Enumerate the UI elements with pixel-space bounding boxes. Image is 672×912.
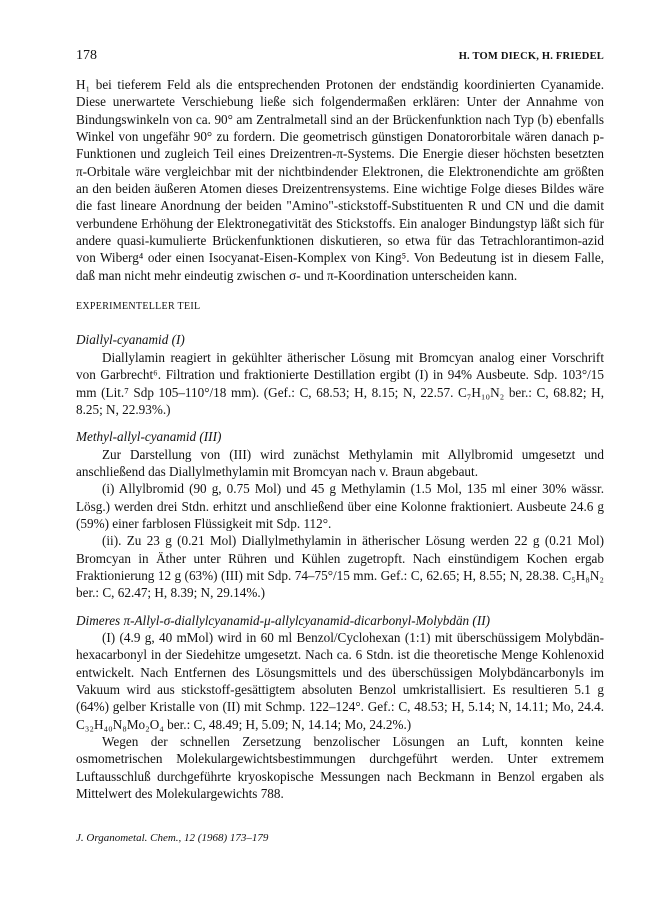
section-title: EXPERIMENTELLER TEIL xyxy=(76,301,201,313)
procedure-paragraph: Diallylamin reagiert in gekühlter ätherischer Lösung mit Bromcyan analog einer Vorschrift von Garbrecht⁶. Filtration und fraktionierte Destillation ergibt (I) in 94% Ausbeute. Sdp. 103°/15 mm (Lit.⁷ Sdp 105–110°/18 mm). (Gef.: C, 68.53; H, 8.15; N, 22.57. C₇H₁₀N₂ ber.: C, 68.82; H, 8.25; N, 22.93%.) xyxy=(76,349,604,417)
running-head: H. TOM DIECK, H. FRIEDEL xyxy=(458,51,604,62)
page-number: 178 xyxy=(76,48,97,63)
procedure-paragraph: Wegen der schnellen Zersetzung benzolischer Lösungen an Luft, konnten keine osmometrischen Molekulargewichtsbestimmungen durchgeführt werden. Unter extremem Luftausschluß durchgeführte kryoskopische Messungen nach Beckmann in Benzol ergaben als Mittelwert des Molekulargewichts 788. xyxy=(76,734,604,802)
procedure-paragraph: (i) Allylbromid (90 g, 0.75 Mol) und 45 g Methylamin (1.5 Mol, 135 ml einer 30% wässr. Lösg.) werden drei Stdn. erhitzt und anschließend über eine Kolonne fraktioniert. Ausbeute 24.6 g (59%) einer farblosen Flüssigkeit mit Sdp. 112°. xyxy=(76,481,604,531)
procedure-paragraph: Zur Darstellung von (III) wird zunächst Methylamin mit Allylbromid umgesetzt und anschließend das Diallylmethylamin mit Bromcyan nach v. Braun abgebaut. xyxy=(76,446,604,479)
article-body xyxy=(76,76,604,802)
page-header xyxy=(76,48,604,64)
journal-citation: J. Organometal. Chem., 12 (1968) 173–179 xyxy=(76,832,269,844)
compound-heading: Methyl-allyl-cyanamid (III) xyxy=(76,429,222,445)
procedure-paragraph: (I) (4.9 g, 40 mMol) wird in 60 ml Benzol/Cyclohexan (1:1) mit überschüssigem Molybdän-hexacarbonyl in der Siedehitze umgesetzt. Nach ca. 6 Stdn. ist die theoretische Menge Kohlenoxid entwickelt. Nach Entfernen des Lösungsmittels und des überschüssigen Molybdäncarbonyls im Vakuum wird aus stickstoff-gesättigtem absoluten Benzol umkristallisiert. Es resultieren 5.1 g (64%) gelber Kristalle von (II) mit Schmp. 122–124°. Gef.: C, 48.53; H, 5.14; N, 14.11; Mo, 24.4. C₃₂H₄₀N₈Mo₂O₄ ber.: C, 48.49; H, 5.09; N, 14.14; Mo, 24.2%.) xyxy=(76,629,604,732)
compound-heading: Diallyl-cyanamid (I) xyxy=(76,332,185,348)
procedure-paragraph: (ii). Zu 23 g (0.21 Mol) Diallylmethylamin in ätherischer Lösung werden 22 g (0.21 Mol) Bromcyan in Äther unter Rühren und Kühlen zugetropft. Nach einstündigem Kochen ergab Fraktionierung 12 g (63%) (III) mit Sdp. 74–75°/15 mm. Gef.: C, 62.65; H, 8.55; N, 28.38. C₅H₈N₂ ber.: C, 62.47; H, 8.39; N, 29.14%.) xyxy=(76,533,604,601)
compound-heading: Dimeres π-Allyl-σ-diallylcyanamid-μ-allylcyanamid-dicarbonyl-Molybdän (II) xyxy=(76,612,491,628)
intro-paragraph: H₁ bei tieferem Feld als die entsprechenden Protonen der endständig koordinierten Cyanamide. Diese unerwartete Verschiebung ließe sich folgendermaßen erklären: Unter der Annahme von Bindungswinkeln von ca. 90° am Zentralmetall sind an der Brückenfunktion nach Typ (b) ebenfalls Winkel von ungefähr 90° zu fordern. Die geometrisch günstigen Donatororbitale wären danach p-Funktionen und zugleich Teil eines Dreizentren-π-Systems. Die Energie dieser höchsten besetzten π-Orbitale wäre vergleichbar mit der nichtbindender Elektronen, die Elektronendichte am größten an den beiden äußeren Atomen dieses Dreizentrensystems. Eine wichtige Folge dieses Bildes wäre die fast lineare Anordnung der beiden "Amino"-stickstoff-Substituenten R und CN und die damit verbundene Erhöhung der Elektronegativität des Stickstoffs. Ein analoger Bindungstyp läßt sich für andere quasi-kumulierte Brückenfunktionen diskutieren, so etwa für das Tetrachlorantimon-azid von Wiberg⁴ oder einen Isocyanat-Eisen-Komplex von King⁵. Von Bedeutung ist in diesem Falle, daß man nicht mehr eindeutig zwischen σ- und π-Koordination unterscheiden kann. xyxy=(76,77,604,283)
